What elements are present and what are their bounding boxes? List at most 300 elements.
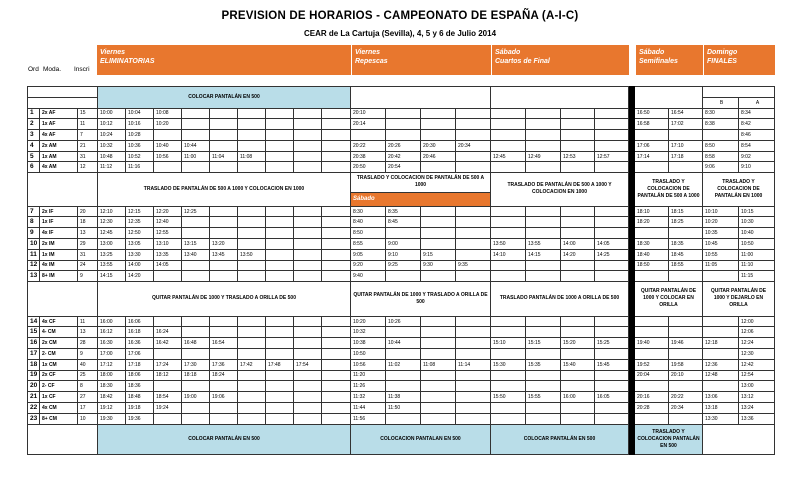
schedule-table <box>27 86 775 455</box>
header-day: Viernes <box>100 49 126 56</box>
time-cell: 12:35 <box>126 217 154 228</box>
time-cell <box>238 316 266 327</box>
time-cell <box>561 260 595 271</box>
time-cell <box>526 130 561 141</box>
time-cell <box>456 151 491 162</box>
table-row <box>28 206 775 217</box>
time-cell <box>210 130 238 141</box>
time-cell <box>266 249 294 260</box>
time-cell: 10:20 <box>154 119 182 130</box>
race-modality: 2x IF <box>40 206 78 217</box>
time-cell <box>561 271 595 282</box>
time-cell <box>456 392 491 403</box>
time-cell: 14:00 <box>561 239 595 250</box>
time-cell <box>703 271 739 282</box>
time-cell <box>266 239 294 250</box>
time-cell <box>635 130 669 141</box>
time-cell <box>266 206 294 217</box>
time-cell: 15:25 <box>595 338 629 349</box>
time-cell <box>635 327 669 338</box>
time-cell: 12:30 <box>98 217 126 228</box>
time-cell: 20:16 <box>635 392 669 403</box>
time-cell: 17:18 <box>669 151 703 162</box>
time-cell <box>456 413 491 424</box>
time-cell <box>526 162 561 173</box>
time-cell <box>238 206 266 217</box>
table-row <box>28 87 775 98</box>
table-row <box>28 108 775 119</box>
time-cell <box>266 381 294 392</box>
time-cell: 13:12 <box>739 392 775 403</box>
time-cell: 17:54 <box>294 359 322 370</box>
time-cell <box>182 316 210 327</box>
time-cell <box>456 130 491 141</box>
time-cell <box>491 413 526 424</box>
table-row <box>28 349 775 360</box>
time-cell <box>561 402 595 413</box>
time-cell <box>210 228 238 239</box>
time-cell: 19:06 <box>210 392 238 403</box>
time-cell: 10:52 <box>126 151 154 162</box>
time-cell <box>635 228 669 239</box>
time-cell <box>294 206 322 217</box>
time-cell: 10:30 <box>739 217 775 228</box>
header-day: Sábado <box>639 49 665 56</box>
time-cell: 11:08 <box>421 359 456 370</box>
time-cell: 18:06 <box>126 370 154 381</box>
time-cell <box>421 381 456 392</box>
time-cell: 12:57 <box>595 151 629 162</box>
table-row <box>28 140 775 151</box>
time-cell: 10:40 <box>739 228 775 239</box>
time-cell: 9:05 <box>351 249 386 260</box>
time-cell: 16:00 <box>561 392 595 403</box>
time-cell <box>669 130 703 141</box>
time-cell: 19:52 <box>635 359 669 370</box>
time-cell <box>182 162 210 173</box>
time-cell <box>635 349 669 360</box>
time-cell: 20:22 <box>669 392 703 403</box>
time-cell: 9:10 <box>386 249 421 260</box>
time-cell <box>669 413 703 424</box>
time-cell: 20:50 <box>351 162 386 173</box>
time-cell: 18:18 <box>182 370 210 381</box>
race-entries: 20 <box>78 206 98 217</box>
time-cell: 13:45 <box>210 249 238 260</box>
empty-cell <box>703 424 775 455</box>
race-number: 12 <box>28 260 40 271</box>
race-number: 20 <box>28 381 40 392</box>
time-cell <box>561 370 595 381</box>
time-cell: 16:36 <box>126 338 154 349</box>
time-cell <box>386 228 421 239</box>
time-cell <box>491 402 526 413</box>
time-cell: 12:24 <box>739 338 775 349</box>
time-cell: 12:36 <box>703 359 739 370</box>
time-cell: 12:55 <box>154 228 182 239</box>
time-cell <box>210 349 238 360</box>
time-cell <box>456 316 491 327</box>
time-cell: 15:15 <box>526 338 561 349</box>
header-eliminatorias <box>97 45 352 75</box>
time-cell <box>294 381 322 392</box>
time-cell <box>266 349 294 360</box>
race-entries: 28 <box>78 338 98 349</box>
table-row <box>28 119 775 130</box>
time-cell <box>526 119 561 130</box>
time-cell: 13:06 <box>703 392 739 403</box>
time-cell <box>210 316 238 327</box>
time-cell: 12:15 <box>126 206 154 217</box>
time-cell <box>421 206 456 217</box>
time-cell: 20:14 <box>351 119 386 130</box>
time-cell: 14:05 <box>595 239 629 250</box>
time-cell <box>322 206 351 217</box>
final-a-label: A <box>739 97 775 108</box>
race-number: 17 <box>28 349 40 360</box>
time-cell: 12:06 <box>739 327 775 338</box>
time-cell <box>266 327 294 338</box>
time-cell: 10:26 <box>386 316 421 327</box>
time-cell: 11:10 <box>739 260 775 271</box>
time-cell: 16:30 <box>98 338 126 349</box>
time-cell <box>154 130 182 141</box>
time-cell <box>322 151 351 162</box>
col-label-ord: Ord <box>28 66 39 73</box>
time-cell <box>210 402 238 413</box>
time-cell <box>322 228 351 239</box>
time-cell: 13:30 <box>126 249 154 260</box>
time-cell <box>210 260 238 271</box>
time-cell <box>238 260 266 271</box>
race-number: 8 <box>28 217 40 228</box>
time-cell <box>491 370 526 381</box>
time-cell: 13:55 <box>526 239 561 250</box>
time-cell <box>210 140 238 151</box>
time-cell: 16:48 <box>182 338 210 349</box>
empty-cell <box>28 97 98 108</box>
time-cell <box>561 162 595 173</box>
time-cell <box>386 327 421 338</box>
table-row <box>28 327 775 338</box>
time-cell <box>526 108 561 119</box>
time-cell <box>182 228 210 239</box>
time-cell: 16:05 <box>595 392 629 403</box>
time-cell <box>456 338 491 349</box>
time-cell <box>561 140 595 151</box>
time-cell <box>154 413 182 424</box>
time-cell <box>322 130 351 141</box>
time-cell <box>595 271 629 282</box>
table-row <box>28 316 775 327</box>
time-cell <box>266 338 294 349</box>
table-row <box>28 228 775 239</box>
time-cell: 8:30 <box>703 108 739 119</box>
time-cell <box>238 327 266 338</box>
time-cell <box>266 392 294 403</box>
table-row <box>28 151 775 162</box>
time-cell: 16:42 <box>154 338 182 349</box>
header-phase: Cuartos de Final <box>495 58 550 65</box>
time-cell <box>561 108 595 119</box>
banner-colocar-pantalan: COLOCAR PANTALÁN EN 500 <box>98 87 351 109</box>
time-cell: 13:50 <box>491 239 526 250</box>
time-cell <box>491 206 526 217</box>
time-cell <box>595 217 629 228</box>
time-cell <box>386 271 421 282</box>
time-cell: 17:06 <box>635 140 669 151</box>
time-cell <box>595 206 629 217</box>
race-number: 18 <box>28 359 40 370</box>
time-cell: 17:00 <box>98 349 126 360</box>
time-cell: 16:12 <box>98 327 126 338</box>
race-number: 3 <box>28 130 40 141</box>
race-entries: 9 <box>78 271 98 282</box>
time-cell <box>595 370 629 381</box>
time-cell <box>491 271 526 282</box>
time-cell: 14:25 <box>595 249 629 260</box>
time-cell <box>266 130 294 141</box>
time-cell: 20:26 <box>386 140 421 151</box>
time-cell: 11:50 <box>386 402 421 413</box>
race-entries: 7 <box>78 130 98 141</box>
time-cell <box>421 108 456 119</box>
race-modality: 1x AM <box>40 151 78 162</box>
time-cell <box>294 130 322 141</box>
header-phase: ELIMINATORIAS <box>100 58 155 65</box>
time-cell <box>322 413 351 424</box>
time-cell <box>595 381 629 392</box>
time-cell: 10:00 <box>98 108 126 119</box>
time-cell: 8:46 <box>739 130 775 141</box>
race-entries: 25 <box>78 370 98 381</box>
time-cell <box>491 260 526 271</box>
race-entries: 31 <box>78 151 98 162</box>
time-cell <box>182 119 210 130</box>
time-cell: 12:49 <box>526 151 561 162</box>
time-cell <box>456 228 491 239</box>
race-modality: 1x AF <box>40 119 78 130</box>
time-cell: 14:20 <box>126 271 154 282</box>
time-cell: 9:00 <box>386 239 421 250</box>
time-cell <box>322 217 351 228</box>
time-cell: 16:18 <box>126 327 154 338</box>
time-cell <box>266 271 294 282</box>
time-cell <box>266 316 294 327</box>
time-cell <box>595 316 629 327</box>
time-cell: 13:35 <box>154 249 182 260</box>
banner-traslado-semi: TRASLADO Y COLOCACION DE PANTALÁN DE 500 A 1000 <box>635 173 703 206</box>
time-cell <box>322 239 351 250</box>
time-cell <box>322 381 351 392</box>
time-cell <box>526 381 561 392</box>
time-cell: 13:18 <box>703 402 739 413</box>
time-cell <box>421 316 456 327</box>
time-cell <box>322 271 351 282</box>
time-cell <box>238 108 266 119</box>
time-cell <box>322 349 351 360</box>
time-cell: 12:50 <box>126 228 154 239</box>
time-cell <box>421 162 456 173</box>
time-cell <box>595 327 629 338</box>
time-cell <box>322 249 351 260</box>
race-entries: 13 <box>78 327 98 338</box>
time-cell <box>154 381 182 392</box>
table-row <box>28 402 775 413</box>
time-cell <box>266 370 294 381</box>
time-cell: 9:35 <box>456 260 491 271</box>
race-modality: 4x IM <box>40 260 78 271</box>
banner-colocar-elim: COLOCAR PANTALÁN EN 500 <box>98 424 351 455</box>
race-modality: 8+ IM <box>40 271 78 282</box>
time-cell: 19:36 <box>126 413 154 424</box>
banner-colocar-semi: TRASLADO Y COLOCACION PANTALÁN EN 500 <box>635 424 703 455</box>
time-cell <box>266 217 294 228</box>
banner-traslado-fin: TRASLADO Y COLOCACION DE PANTALÁN EN 1000 <box>703 173 775 206</box>
time-cell <box>561 217 595 228</box>
time-cell <box>456 402 491 413</box>
time-cell <box>703 327 739 338</box>
race-modality: 1x IF <box>40 217 78 228</box>
time-cell <box>182 349 210 360</box>
time-cell <box>491 130 526 141</box>
time-cell <box>526 316 561 327</box>
time-cell: 13:40 <box>182 249 210 260</box>
time-cell: 18:45 <box>669 249 703 260</box>
time-cell <box>635 413 669 424</box>
race-modality: 2x CM <box>40 338 78 349</box>
time-cell: 18:00 <box>98 370 126 381</box>
time-cell <box>182 130 210 141</box>
time-cell: 18:15 <box>669 206 703 217</box>
table-row <box>28 260 775 271</box>
time-cell: 10:20 <box>703 217 739 228</box>
time-cell: 15:35 <box>526 359 561 370</box>
header-day: Domingo <box>707 49 738 56</box>
time-cell <box>238 370 266 381</box>
time-cell <box>294 217 322 228</box>
time-cell: 8:42 <box>739 119 775 130</box>
time-cell: 17:02 <box>669 119 703 130</box>
time-cell <box>526 217 561 228</box>
time-cell: 11:44 <box>351 402 386 413</box>
time-cell: 16:00 <box>98 316 126 327</box>
time-cell: 18:35 <box>669 239 703 250</box>
table-row <box>28 338 775 349</box>
time-cell <box>456 108 491 119</box>
time-cell: 17:30 <box>182 359 210 370</box>
time-cell: 15:30 <box>491 359 526 370</box>
time-cell: 14:10 <box>491 249 526 260</box>
time-cell: 14:15 <box>526 249 561 260</box>
race-entries: 21 <box>78 140 98 151</box>
time-cell <box>210 206 238 217</box>
time-cell <box>669 349 703 360</box>
time-cell <box>294 239 322 250</box>
time-cell <box>210 162 238 173</box>
time-cell <box>669 381 703 392</box>
final-b-label: B <box>703 97 739 108</box>
time-cell <box>526 260 561 271</box>
time-cell: 9:20 <box>351 260 386 271</box>
race-modality: 4x AF <box>40 130 78 141</box>
time-cell <box>456 206 491 217</box>
time-cell <box>154 316 182 327</box>
time-cell <box>210 327 238 338</box>
time-cell <box>266 108 294 119</box>
time-cell <box>491 316 526 327</box>
time-cell: 18:40 <box>635 249 669 260</box>
time-cell: 8:38 <box>703 119 739 130</box>
race-entries: 15 <box>78 108 98 119</box>
time-cell <box>322 338 351 349</box>
time-cell: 14:05 <box>154 260 182 271</box>
time-cell <box>266 119 294 130</box>
race-entries: 9 <box>78 349 98 360</box>
time-cell: 13:05 <box>126 239 154 250</box>
time-cell <box>266 162 294 173</box>
race-number: 1 <box>28 108 40 119</box>
race-entries: 11 <box>78 316 98 327</box>
time-cell: 12:45 <box>491 151 526 162</box>
race-modality: 4x AM <box>40 162 78 173</box>
time-cell: 20:10 <box>669 370 703 381</box>
time-cell: 9:10 <box>739 162 775 173</box>
time-cell <box>561 413 595 424</box>
race-entries: 17 <box>78 402 98 413</box>
time-cell: 19:58 <box>669 359 703 370</box>
race-number: 13 <box>28 271 40 282</box>
race-number: 6 <box>28 162 40 173</box>
time-cell <box>421 239 456 250</box>
time-cell <box>322 402 351 413</box>
time-cell <box>210 271 238 282</box>
race-modality: 2x AM <box>40 140 78 151</box>
race-modality: 1x CF <box>40 392 78 403</box>
time-cell <box>266 260 294 271</box>
table-row <box>28 359 775 370</box>
time-cell <box>386 413 421 424</box>
time-cell: 14:20 <box>561 249 595 260</box>
time-cell: 16:54 <box>210 338 238 349</box>
banner-traslado-elim: TRASLADO DE PANTALÁN DE 500 A 1000 Y COLOCACION EN 1000 <box>98 173 351 206</box>
header-phase: Repescas <box>355 58 388 65</box>
time-cell <box>561 206 595 217</box>
time-cell <box>421 370 456 381</box>
time-cell <box>526 349 561 360</box>
time-cell: 12:40 <box>154 217 182 228</box>
time-cell: 13:00 <box>98 239 126 250</box>
time-cell <box>421 327 456 338</box>
time-cell <box>238 140 266 151</box>
time-cell <box>595 162 629 173</box>
time-cell <box>182 413 210 424</box>
time-cell: 13:55 <box>98 260 126 271</box>
time-cell <box>669 162 703 173</box>
table-row <box>28 130 775 141</box>
time-cell <box>182 108 210 119</box>
time-cell <box>703 316 739 327</box>
time-cell: 19:46 <box>669 338 703 349</box>
header-phase: FINALES <box>707 58 737 65</box>
time-cell <box>526 140 561 151</box>
time-cell <box>561 130 595 141</box>
time-cell: 10:32 <box>351 327 386 338</box>
time-cell: 10:50 <box>351 349 386 360</box>
time-cell: 12:53 <box>561 151 595 162</box>
time-cell <box>456 370 491 381</box>
time-cell <box>238 119 266 130</box>
